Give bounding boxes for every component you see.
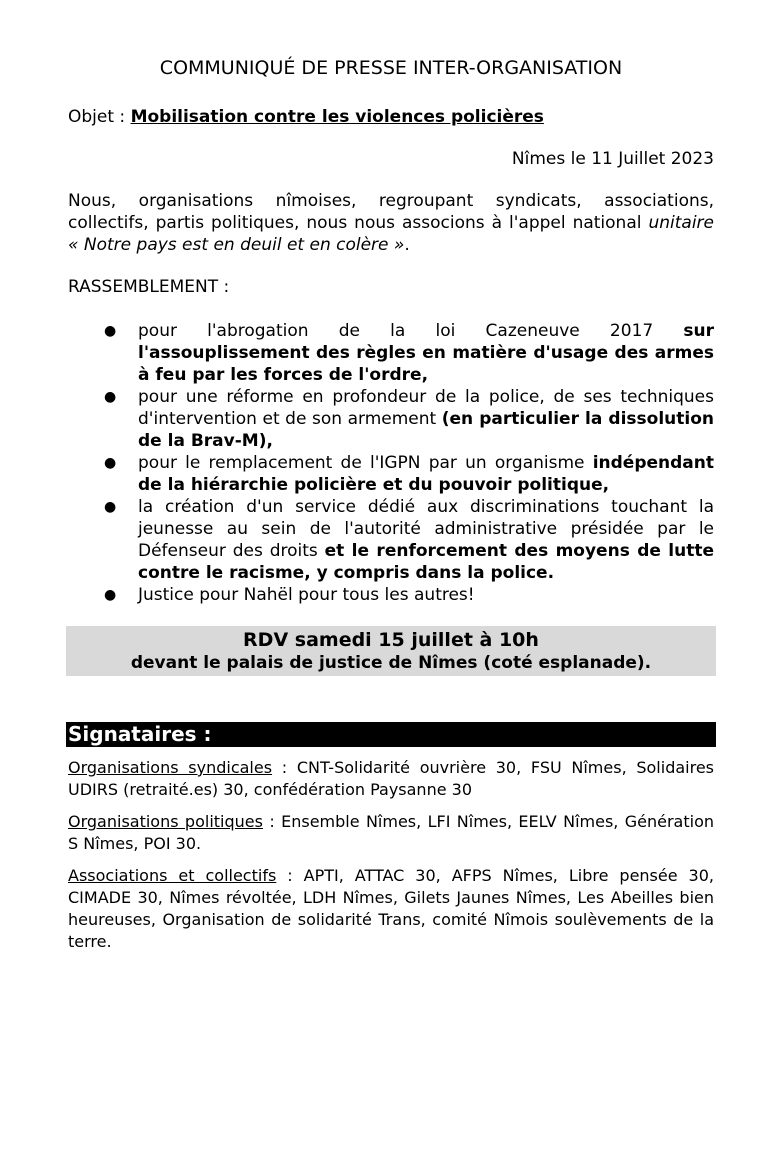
signataires-heading: Signataires : bbox=[66, 722, 716, 747]
demand-bold: et le renforcement des moyens de lutte contre le racisme, y compris dans la police. bbox=[138, 541, 714, 583]
group-list: APTI, ATTAC 30, AFPS Nîmes, Libre pensée 30, CIMADE 30, Nîmes révoltée, LDH Nîmes, Gilets Jaunes Nîmes, Les Abeilles bien heureuses, Organisation de solidarité Trans, comité Nîmois soulèvements de la terre. bbox=[68, 866, 714, 951]
date-line: Nîmes le 11 Juillet 2023 bbox=[511, 149, 714, 169]
list-item bbox=[68, 584, 714, 606]
press-release bbox=[68, 54, 714, 953]
bullet-icon: ● bbox=[104, 455, 117, 471]
bullet-icon: ● bbox=[104, 587, 117, 603]
demand-text: pour le remplacement de l'IGPN par un organisme bbox=[138, 453, 593, 473]
demand-bold: sur l'assouplissement des règles en matière d'usage des armes à feu par les forces de l'ordre, bbox=[138, 321, 714, 385]
demands-list bbox=[68, 320, 714, 606]
intro-end: . bbox=[404, 235, 410, 255]
list-item bbox=[68, 320, 714, 386]
subject-label: Objet : bbox=[68, 107, 131, 127]
bullet-icon: ● bbox=[104, 323, 117, 339]
signatory-group bbox=[68, 757, 714, 801]
group-list: Ensemble Nîmes, LFI Nîmes, EELV Nîmes, Génération S Nîmes, POI 30. bbox=[68, 812, 715, 853]
rdv-line-1: RDV samedi 15 juillet à 10h bbox=[243, 629, 539, 651]
demand-text: Justice pour Nahël pour tous les autres! bbox=[138, 585, 475, 605]
demand-bold: indépendant de la hiérarchie policière et du pouvoir politique, bbox=[138, 453, 714, 495]
subject-line bbox=[68, 106, 714, 128]
demand-bold: (en particulier la dissolution de la Brav-M), bbox=[138, 409, 714, 451]
intro-paragraph bbox=[68, 190, 714, 256]
rassemblement-label: RASSEMBLEMENT : bbox=[68, 277, 230, 297]
rdv-box bbox=[66, 626, 716, 676]
bullet-icon: ● bbox=[104, 389, 117, 405]
group-sep: : bbox=[272, 758, 297, 777]
rdv-line-2: devant le palais de justice de Nîmes (coté esplanade). bbox=[130, 653, 652, 673]
intro-italic: unitaire « Notre pays est en deuil et en colère » bbox=[68, 213, 714, 255]
page-title: COMMUNIQUÉ DE PRESSE INTER-ORGANISATION bbox=[159, 57, 623, 79]
group-label: Organisations syndicales bbox=[68, 758, 273, 777]
subject-text: Mobilisation contre les violences policières bbox=[130, 107, 544, 127]
intro-text: Nous, organisations nîmoises, regroupant syndicats, associations, collectifs, partis politiques, nous nous associons à l'appel national bbox=[68, 191, 714, 233]
group-label: Associations et collectifs bbox=[68, 866, 277, 885]
list-item bbox=[68, 496, 714, 584]
signatory-group bbox=[68, 865, 714, 953]
list-item bbox=[68, 452, 714, 496]
demand-text: pour une réforme en profondeur de la police, de ses techniques d'intervention et de son armement bbox=[138, 387, 714, 429]
demand-text: pour l'abrogation de la loi Cazeneuve 2017 bbox=[138, 321, 684, 341]
list-item bbox=[68, 386, 714, 452]
group-label: Organisations politiques bbox=[68, 812, 263, 831]
group-sep: : bbox=[262, 812, 282, 831]
group-list: CNT-Solidarité ouvrière 30, FSU Nîmes, Solidaires UDIRS (retraité.es) 30, confédération Paysanne 30 bbox=[68, 758, 714, 799]
signatory-group bbox=[68, 811, 714, 855]
group-sep: : bbox=[276, 866, 304, 885]
demand-text: la création d'un service dédié aux discriminations touchant la jeunesse au sein de l'autorité administrative présidée par le Défenseur des droits bbox=[138, 497, 714, 561]
bullet-icon: ● bbox=[104, 499, 117, 515]
